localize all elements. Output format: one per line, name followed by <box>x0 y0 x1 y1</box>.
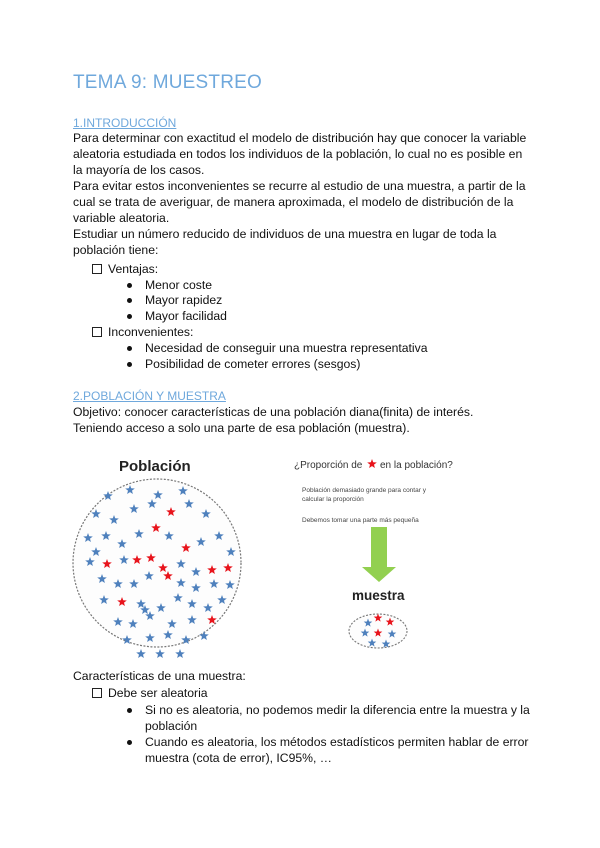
muestra-label: muestra <box>352 588 405 603</box>
bullet-icon <box>127 708 132 713</box>
population-circle <box>73 479 241 647</box>
checkbox-icon <box>92 264 102 274</box>
bullet-icon <box>127 740 132 745</box>
list-item-text: Cuando es aleatoria, los métodos estadísticos permiten hablar de error <box>145 735 529 749</box>
list-item-text: Mayor rapidez <box>145 293 223 307</box>
bullet-icon <box>127 298 132 303</box>
text-line: variable aleatoria. <box>73 211 170 225</box>
list-item-text: Posibilidad de cometer errores (sesgos) <box>145 357 361 371</box>
list-item <box>127 356 537 372</box>
list-item <box>127 292 537 308</box>
list-item <box>127 340 537 356</box>
blue-star-icon <box>175 649 185 658</box>
checklist-label: Ventajas: <box>108 262 159 276</box>
note-line: Población demasiado grande para contar y <box>302 487 426 494</box>
checklist-label: Inconvenientes: <box>108 325 194 339</box>
checklist-label: Debe ser aleatoria <box>108 686 208 700</box>
checkbox-icon <box>92 327 102 337</box>
checklist-item-ventajas <box>92 261 158 277</box>
question-text-end: en la población? <box>380 460 453 471</box>
section-heading-poblacion-muestra: 2.POBLACIÓN Y MUESTRA <box>73 389 226 403</box>
bullet-icon <box>127 362 132 367</box>
text-line: Estudiar un número reducido de individuos de una muestra en lugar de toda la <box>73 227 497 241</box>
text-line: Para determinar con exactitud el modelo de distribución hay que conocer la variable <box>73 131 527 145</box>
population-sample-figure <box>0 440 600 665</box>
list-item <box>127 702 537 734</box>
list-item-text: Si no es aleatoria, no podemos medir la diferencia entre la muestra y la <box>145 703 530 717</box>
list-item <box>127 734 537 766</box>
objective-paragraph <box>73 404 533 436</box>
red-star-icon <box>367 459 377 468</box>
bullet-icon <box>127 283 132 288</box>
list-item-text: población <box>145 719 198 733</box>
text-line: aleatoria estudiada en todos los individuos de la población, lo cual no es posible en <box>73 147 523 161</box>
note-line: Debemos tomar una parte más pequeña <box>302 517 419 524</box>
checkbox-icon <box>92 688 102 698</box>
blue-star-icon <box>136 649 146 658</box>
text-line: Teniendo acceso a solo una parte de esa población (muestra). <box>73 421 410 435</box>
characteristics-intro: Características de una muestra: <box>73 669 246 683</box>
poblacion-label: Población <box>119 458 191 475</box>
text-line: población tiene: <box>73 243 159 257</box>
red-star-icon <box>367 459 377 468</box>
text-line: la mayoría de los casos. <box>73 163 205 177</box>
question-text <box>294 460 363 471</box>
note-line: calcular la proporción <box>302 496 364 503</box>
down-arrow-icon <box>362 527 396 582</box>
text-line: cual se trata de averiguar, de manera aproximada, el modelo de distribución de la <box>73 195 514 209</box>
page-title: TEMA 9: MUESTREO <box>73 72 263 93</box>
blue-star-icon <box>155 649 165 658</box>
question-text-start: ¿Proporción de <box>294 460 363 471</box>
section-heading-introduccion: 1.INTRODUCCIÓN <box>73 116 177 130</box>
text-line: Objetivo: conocer características de una población diana(finita) de interés. <box>73 405 474 419</box>
list-item-text: muestra (cota de error), IC95%, … <box>145 751 332 765</box>
bullet-icon <box>127 346 132 351</box>
text-line: Para evitar estos inconvenientes se recurre al estudio de una muestra, a partir de la <box>73 179 526 193</box>
checklist-item-inconvenientes <box>92 324 193 340</box>
checklist-item-aleatoria <box>92 685 208 701</box>
list-item <box>127 277 537 293</box>
bullet-icon <box>127 314 132 319</box>
list-item-text: Mayor facilidad <box>145 309 227 323</box>
intro-paragraph <box>73 130 533 258</box>
list-item <box>127 308 537 324</box>
list-item-text: Menor coste <box>145 278 213 292</box>
list-item-text: Necesidad de conseguir una muestra representativa <box>145 341 428 355</box>
